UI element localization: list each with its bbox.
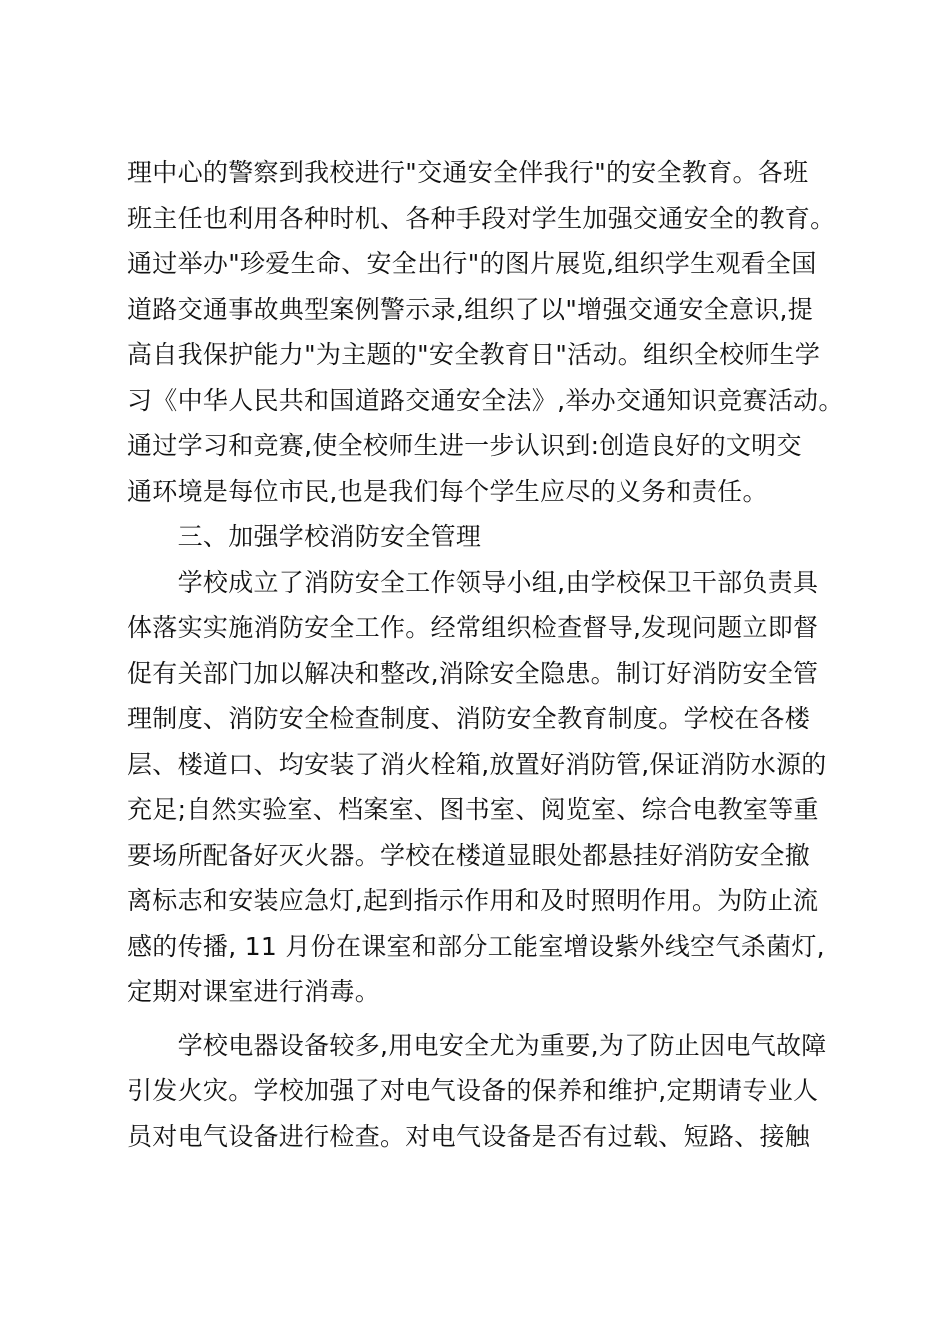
- text-line: 定期对课室进行消毒。: [127, 977, 381, 1006]
- text-line: 高自我保护能力"为主题的"安全教育日"活动。组织全校师生学: [127, 340, 821, 369]
- text-line: 理中心的警察到我校进行"交通安全伴我行"的安全教育。各班: [127, 158, 809, 187]
- text-line: 体落实实施消防安全工作。经常组织检查督导,发现问题立即督: [127, 613, 819, 642]
- text-line: 促有关部门加以解决和整改,消除安全隐患。制订好消防安全管: [127, 658, 819, 688]
- text-line: 员对电气设备进行检查。对电气设备是否有过载、短路、接触: [127, 1121, 811, 1151]
- document-body: [127, 150, 844, 1159]
- text-line: 通过举办"珍爱生命、安全出行"的图片展览,组织学生观看全国: [127, 249, 817, 278]
- text-line: 通过学习和竞赛,使全校师生进一步认识到:创造良好的文明交: [127, 431, 802, 460]
- text-line: 道路交通事故典型案例警示录,组织了以"增强交通安全意识,提: [127, 294, 814, 324]
- paragraph-spacer: [127, 1015, 839, 1023]
- text-line: 引发火灾。学校加强了对电气设备的保养和维护,定期请专业人: [127, 1076, 819, 1105]
- section-heading-text: 三、加强学校消防安全管理: [127, 522, 482, 551]
- text-line: 理制度、消防安全检查制度、消防安全教育制度。学校在各楼: [127, 704, 811, 733]
- paragraph-fire-safety: [127, 560, 839, 1015]
- text-line: 学校成立了消防安全工作领导小组,由学校保卫干部负责具: [127, 567, 819, 597]
- paragraph-electrical-safety: [127, 1023, 839, 1160]
- text-line: 离标志和安装应急灯,起到指示作用和及时照明作用。为防止流: [127, 886, 819, 915]
- text-line: 学校电器设备较多,用电安全尤为重要,为了防止因电气故障: [127, 1030, 827, 1060]
- text-line: 班主任也利用各种时机、各种手段对学生加强交通安全的教育。: [127, 203, 836, 233]
- text-line: 习《中华人民共和国道路交通安全法》,举办交通知识竞赛活动。: [127, 385, 844, 415]
- text-line: 充足;自然实验室、档案室、图书室、阅览室、综合电教室等重: [127, 795, 819, 824]
- text-line: 层、楼道口、均安装了消火栓箱,放置好消防管,保证消防水源的: [127, 749, 827, 779]
- section-heading: [127, 514, 839, 560]
- text-line: 要场所配备好灭火器。学校在楼道显眼处都悬挂好消防安全撤: [127, 840, 811, 870]
- text-line: 感的传播, 11 月份在课室和部分工能室增设紫外线空气杀菌灯,: [127, 931, 825, 961]
- text-line: 通环境是每位市民,也是我们每个学生应尽的义务和责任。: [127, 476, 768, 506]
- paragraph-traffic-safety: [127, 150, 844, 514]
